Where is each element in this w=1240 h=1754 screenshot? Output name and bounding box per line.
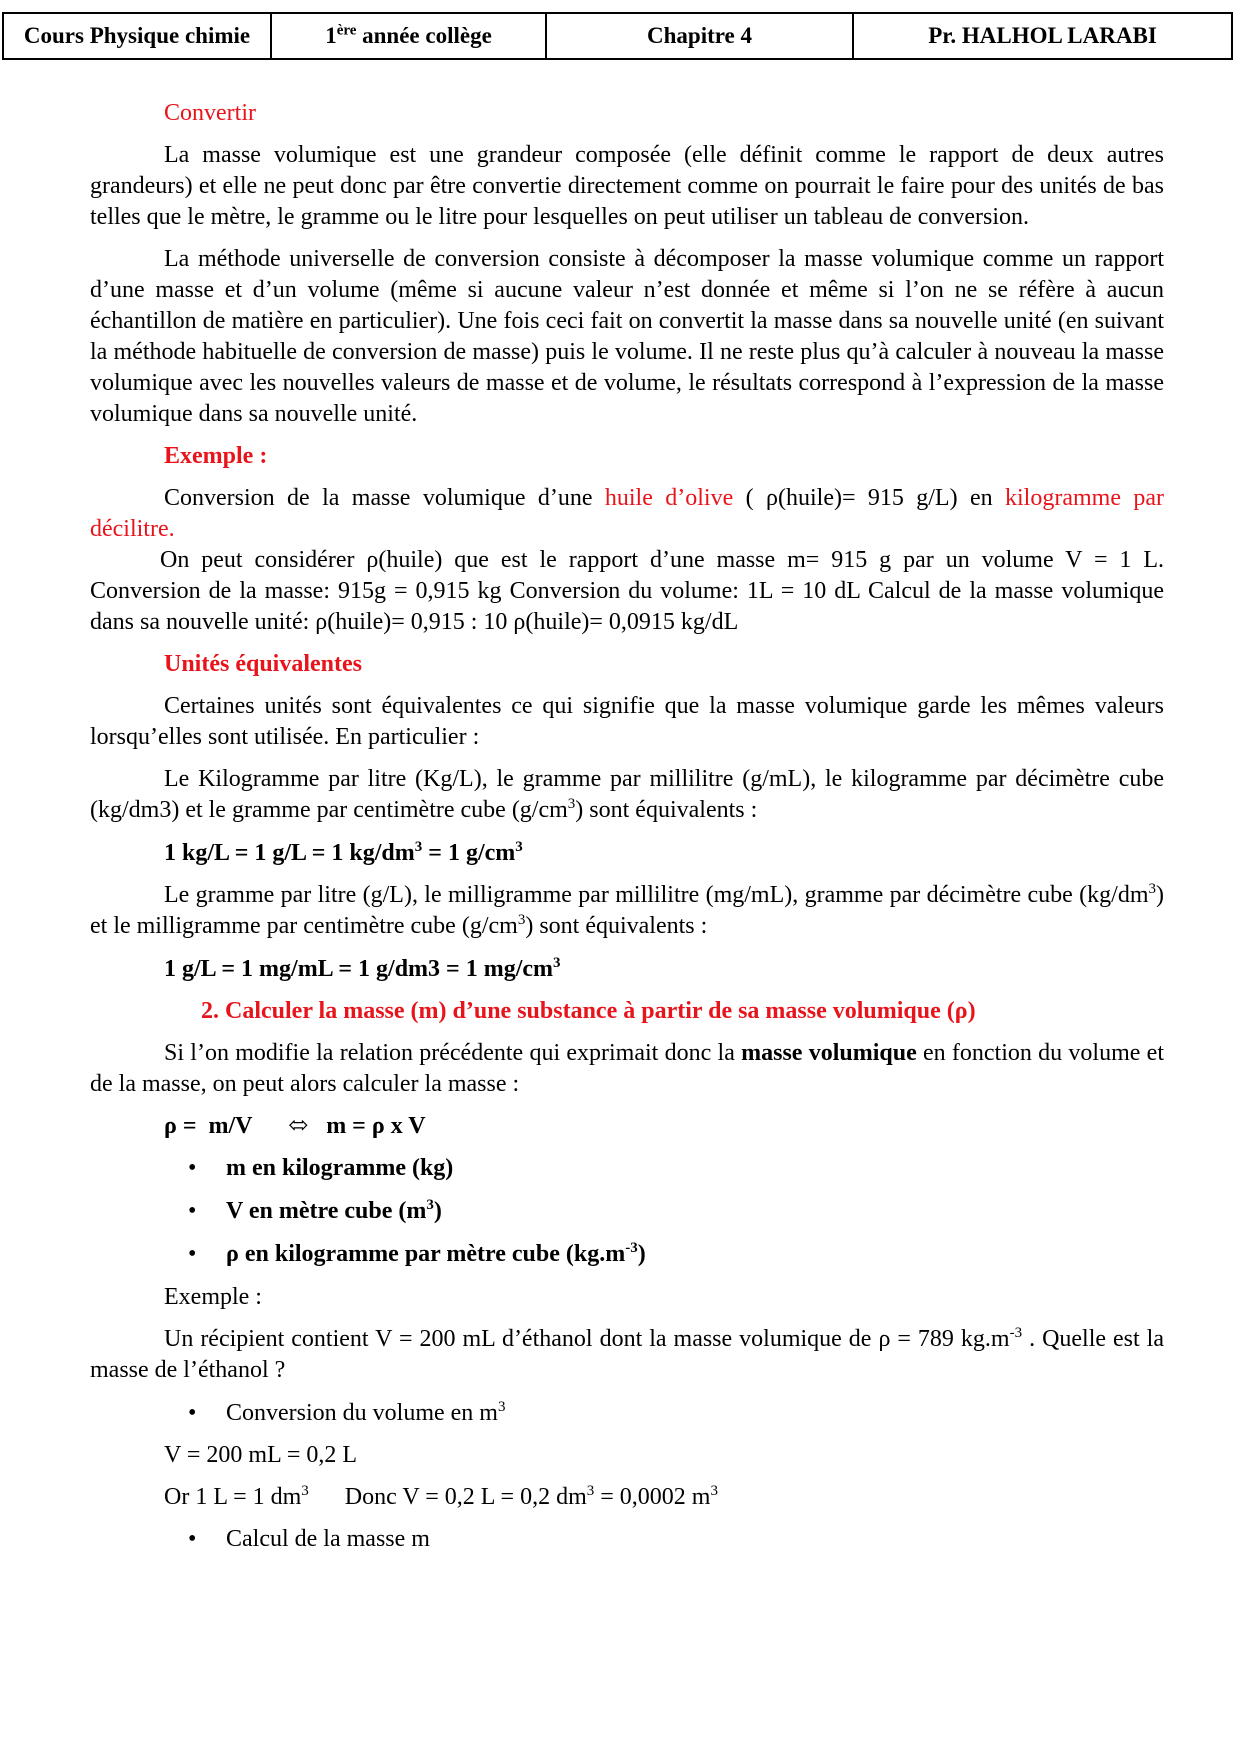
step2-list bbox=[90, 1524, 1164, 1555]
step2-text: Calcul de la masse m bbox=[226, 1526, 430, 1552]
unites-p2-text-c: ) sont équivalents : bbox=[525, 913, 708, 939]
eq2-text-a: 1 g/L = 1 mg/mL = 1 g/dm3 = 1 mg/cm bbox=[164, 956, 554, 982]
bullet-icon: • bbox=[188, 1526, 197, 1552]
eq1-text-b: = 1 g/cm bbox=[422, 840, 516, 866]
unites-intro: Certaines unités sont équivalentes ce qui signifie que la masse volumique garde les mêmes valeurs lorsqu’elles sont utilisée. En particulier : bbox=[90, 693, 1164, 750]
unites-p2-text-a: Le gramme par litre (g/L), le milligramme par millilitre (mg/mL), gramme par décimètre cube (kg/dm bbox=[164, 882, 1149, 908]
v2-sup3: 3 bbox=[710, 1483, 718, 1499]
exemple1-title: Exemple : bbox=[164, 443, 268, 469]
list-item bbox=[90, 1398, 1164, 1429]
unites-p2-sup1: 3 bbox=[1148, 881, 1156, 897]
section2-title: 2. Calculer la masse (m) d’une substance à partir de sa masse volumique (ρ) bbox=[201, 998, 976, 1024]
unites-p1-text-a: Le Kilogramme par litre (Kg/L), le gramme par millilitre (g/mL), le kilogramme par décimètre cube (kg/dm3) et le gramme par centimètre cube (g/cm bbox=[90, 766, 1164, 823]
exemple2-sup: -3 bbox=[1009, 1325, 1023, 1341]
v2-sup2: 3 bbox=[586, 1483, 595, 1499]
b3-text-b: ) bbox=[637, 1241, 646, 1267]
list-item bbox=[90, 1239, 1164, 1270]
unites-p1 bbox=[90, 764, 1164, 826]
formula: ρ = m/V ⬄ m = ρ x V bbox=[164, 1113, 426, 1139]
b3-sup: -3 bbox=[625, 1240, 638, 1256]
bullet-icon: • bbox=[188, 1241, 197, 1267]
exemple1-p1 bbox=[90, 483, 1164, 545]
section2-intro-text-a: Si l’on modifie la relation précédente qui exprimait donc la bbox=[164, 1040, 742, 1066]
header-course: Cours Physique chimie bbox=[3, 13, 271, 59]
list-item-text bbox=[226, 1198, 442, 1224]
convertir-p2: La méthode universelle de conversion consiste à décomposer la masse volumique comme un rapport d’une masse et d’un volume (même si aucune valeur n’est donnée et même si l’on ne se réfère à aucun échantillon de matière en particulier). Une fois ceci fait on convertit la masse dans sa nouvelle unité (en suivant la méthode habituelle de conversion de masse) puis le volume. Il ne reste plus qu’à calculer à nouveau la masse volumique avec les nouvelles valeurs de masse et de volume, le résultats correspond à l’expression de la masse volumique dans sa nouvelle unité. bbox=[90, 246, 1164, 427]
exemple1-p1-highlight-2: kilogramme par décilitre. bbox=[90, 485, 1164, 542]
v2-text-a: Or 1 L = 1 dm bbox=[164, 1484, 302, 1510]
unites-p1-text-b: ) sont équivalents : bbox=[575, 797, 758, 823]
eq2-sup: 3 bbox=[553, 955, 561, 971]
step1-sup: 3 bbox=[497, 1399, 506, 1415]
convertir-title: Convertir bbox=[164, 100, 256, 126]
v2-sup1: 3 bbox=[301, 1483, 309, 1499]
level-rest: année collège bbox=[356, 23, 492, 48]
exemple1-p1-text-b: ( ρ(huile)= 915 g/L) en bbox=[733, 485, 1005, 511]
exemple2-title: Exemple : bbox=[164, 1284, 262, 1310]
unites-p2 bbox=[90, 880, 1164, 942]
list-item bbox=[90, 1153, 1164, 1184]
exemple2-text-b: . Quelle est la masse de l’éthanol ? bbox=[90, 1326, 1164, 1383]
b2-text-b: ) bbox=[433, 1198, 442, 1224]
eq1-sup2: 3 bbox=[515, 839, 523, 855]
exemple2-text-a: Un récipient contient V = 200 mL d’éthanol dont la masse volumique de ρ = 789 kg.m bbox=[164, 1326, 1010, 1352]
section2-intro-text-b: en fonction du volume et de la masse, on peut alors calculer la masse : bbox=[90, 1040, 1164, 1097]
volume-line-1: V = 200 mL = 0,2 L bbox=[164, 1442, 358, 1468]
document-body bbox=[90, 98, 1164, 1555]
exemple2-question bbox=[90, 1324, 1164, 1386]
bullet-icon: • bbox=[188, 1198, 197, 1224]
units-list bbox=[90, 1153, 1164, 1270]
level-sup: ère bbox=[336, 22, 357, 39]
convertir-p1: La masse volumique est une grandeur composée (elle définit comme le rapport de deux autres grandeurs) et elle ne peut donc par être convertie directement comme on pourrait le faire pour des unités de bas telles que le mètre, le gramme ou le litre pour lesquelles on peut utiliser un tableau de conversion. bbox=[90, 142, 1164, 230]
list-item bbox=[90, 1524, 1164, 1555]
header-author: Pr. HALHOL LARABI bbox=[853, 13, 1232, 59]
unites-p2-sup2: 3 bbox=[517, 912, 526, 928]
list-item-text: m en kilogramme (kg) bbox=[226, 1155, 454, 1181]
bullet-icon: • bbox=[188, 1155, 197, 1181]
b2-text-a: V en mètre cube (m bbox=[226, 1198, 427, 1224]
level-num: 1 bbox=[325, 23, 337, 48]
equation-2 bbox=[90, 954, 1164, 985]
step1-list bbox=[90, 1398, 1164, 1429]
unites-p1-sup: 3 bbox=[567, 796, 576, 812]
b3-text-a: ρ en kilogramme par mètre cube (kg.m bbox=[226, 1241, 626, 1267]
volume-line-2 bbox=[90, 1482, 1164, 1513]
section2-intro-bold: masse volumique bbox=[741, 1040, 917, 1066]
b2-sup: 3 bbox=[426, 1197, 434, 1213]
bullet-icon: • bbox=[188, 1400, 197, 1426]
exemple1-p1-highlight-1: huile d’olive bbox=[604, 485, 734, 511]
header-table bbox=[2, 12, 1233, 60]
eq1-text-a: 1 kg/L = 1 g/L = 1 kg/dm bbox=[164, 840, 415, 866]
list-item bbox=[90, 1196, 1164, 1227]
exemple1-p2: On peut considérer ρ(huile) que est le rapport d’une masse m= 915 g par un volume V = 1 L. Conversion de la masse: 915g = 0,915 kg Conversion du volume: 1L = 10 dL Calcul de la masse volumique dans sa nouvelle unité: ρ(huile)= 0,915 : 10 ρ(huile)= 0,0915 kg/dL bbox=[90, 547, 1164, 635]
v2-text-c: = 0,0002 m bbox=[594, 1484, 711, 1510]
unites-title: Unités équivalentes bbox=[164, 651, 362, 677]
v2-text-b: Donc V = 0,2 L = 0,2 dm bbox=[308, 1484, 587, 1510]
header-level bbox=[271, 13, 546, 59]
unites-p2-text-b: ) et le milligramme par centimètre cube (g/cm bbox=[90, 882, 1164, 939]
equation-1 bbox=[90, 838, 1164, 869]
eq1-sup1: 3 bbox=[414, 839, 423, 855]
step1-text: Conversion du volume en m bbox=[226, 1400, 498, 1426]
header-chapter: Chapitre 4 bbox=[546, 13, 853, 59]
list-item-text bbox=[226, 1241, 646, 1267]
exemple1-p1-text-a: Conversion de la masse volumique d’une bbox=[164, 485, 605, 511]
section2-intro bbox=[90, 1038, 1164, 1100]
